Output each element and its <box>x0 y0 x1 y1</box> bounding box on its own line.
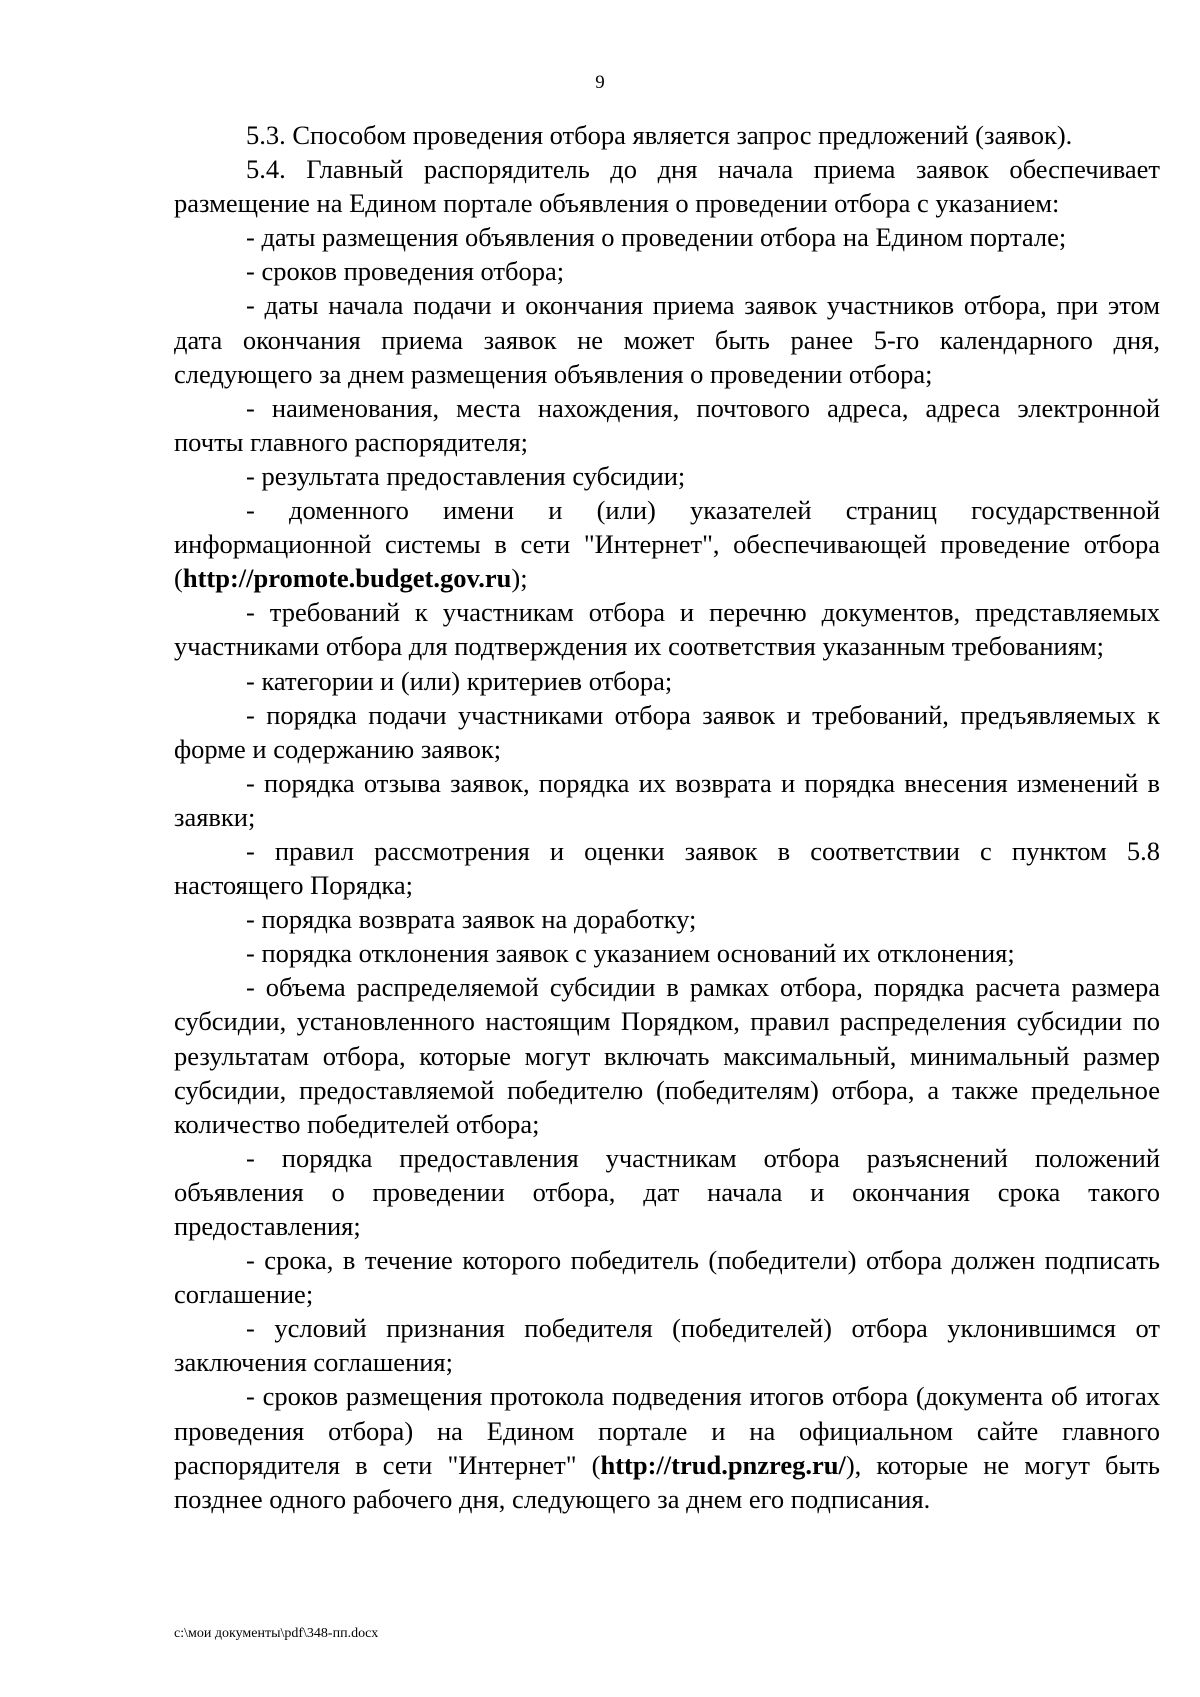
list-item-text: - доменного имени и (или) указателей страниц государственной информационной системы в сети "Интернет", обеспечивающей проведение отбора ( <box>174 495 1160 594</box>
list-item: - порядка подачи участниками отбора заявок и требований, предъявляемых к форме и содержанию заявок; <box>174 699 1160 764</box>
trud-pnzreg-link[interactable]: http://trud.pnzreg.ru/ <box>600 1449 846 1480</box>
list-item: - правил рассмотрения и оценки заявок в соответствии с пунктом 5.8 настоящего Порядка; <box>174 835 1160 901</box>
list-item <box>174 493 1160 595</box>
list-item: - категории и (или) критериев отбора; <box>246 665 673 696</box>
list-item: - требований к участникам отбора и перечню документов, представляемых участниками отбора для подтверждения их соответствия указанным требованиям; <box>174 597 1160 662</box>
list-item: - даты начала подачи и окончания приема заявок участников отбора, при этом дата окончания приема заявок не может быть ранее 5-го календарного дня, следующего за днем размещения объявления о проведении отбора; <box>174 290 1160 389</box>
list-item: - даты размещения объявления о проведении отбора на Едином портале; <box>246 222 1067 253</box>
list-item: - результата предоставления субсидии; <box>246 460 686 491</box>
paragraph-5-3: 5.3. Способом проведения отбора является запрос предложений (заявок). <box>246 120 1073 150</box>
list-item <box>174 1379 1160 1515</box>
list-item: - порядка предоставления участникам отбора разъяснений положений объявления о проведении отбора, дат начала и окончания срока такого предоставления; <box>174 1142 1160 1241</box>
list-item: - сроков проведения отбора; <box>246 256 565 287</box>
list-item-text: - сроков размещения протокола подведения итогов отбора (документа об итогах проведения отбора) на Едином портале и на официальном сайте главного распорядителя в сети "Интернет" ( <box>174 1381 1160 1480</box>
list-item: - срока, в течение которого победитель (победители) отбора должен подписать соглашение; <box>174 1245 1160 1310</box>
list-item: - порядка отзыва заявок, порядка их возврата и порядка внесения изменений в заявки; <box>174 767 1160 832</box>
list-item: - объема распределяемой субсидии в рамках отбора, порядка расчета размера субсидии, установленного настоящим Порядком, правил распределения субсидии по результатам отбора, которые могут включать максимальный, минимальный размер субсидии, предоставляемой победителю (победителям) отбора, а также предельное количество победителей отбора; <box>174 972 1160 1139</box>
list-item-text: ); <box>511 563 528 594</box>
list-item: - условий признания победителя (победителей) отбора уклонившимся от заключения соглашения; <box>174 1313 1160 1378</box>
file-path-footer: c:\мои документы\pdf\348-пп.docx <box>174 1626 379 1641</box>
list-item: - порядка отклонения заявок с указанием оснований их отклонения; <box>246 938 1015 969</box>
list-item: - наименования, места нахождения, почтового адреса, адреса электронной почты главного распорядителя; <box>174 392 1160 457</box>
document-body <box>174 118 1160 1516</box>
paragraph-5-4: 5.4. Главный распорядитель до дня начала приема заявок обеспечивает размещение на Едином портале объявления о проведении отбора с указанием: <box>174 154 1160 219</box>
list-item: - порядка возврата заявок на доработку; <box>246 904 697 935</box>
list-item-text: ), которые не могут быть позднее одного рабочего дня, следующего за днем его подписания. <box>174 1449 1160 1514</box>
promote-budget-link[interactable]: http://promote.budget.gov.ru <box>182 563 512 594</box>
page-number: 9 <box>595 72 605 93</box>
